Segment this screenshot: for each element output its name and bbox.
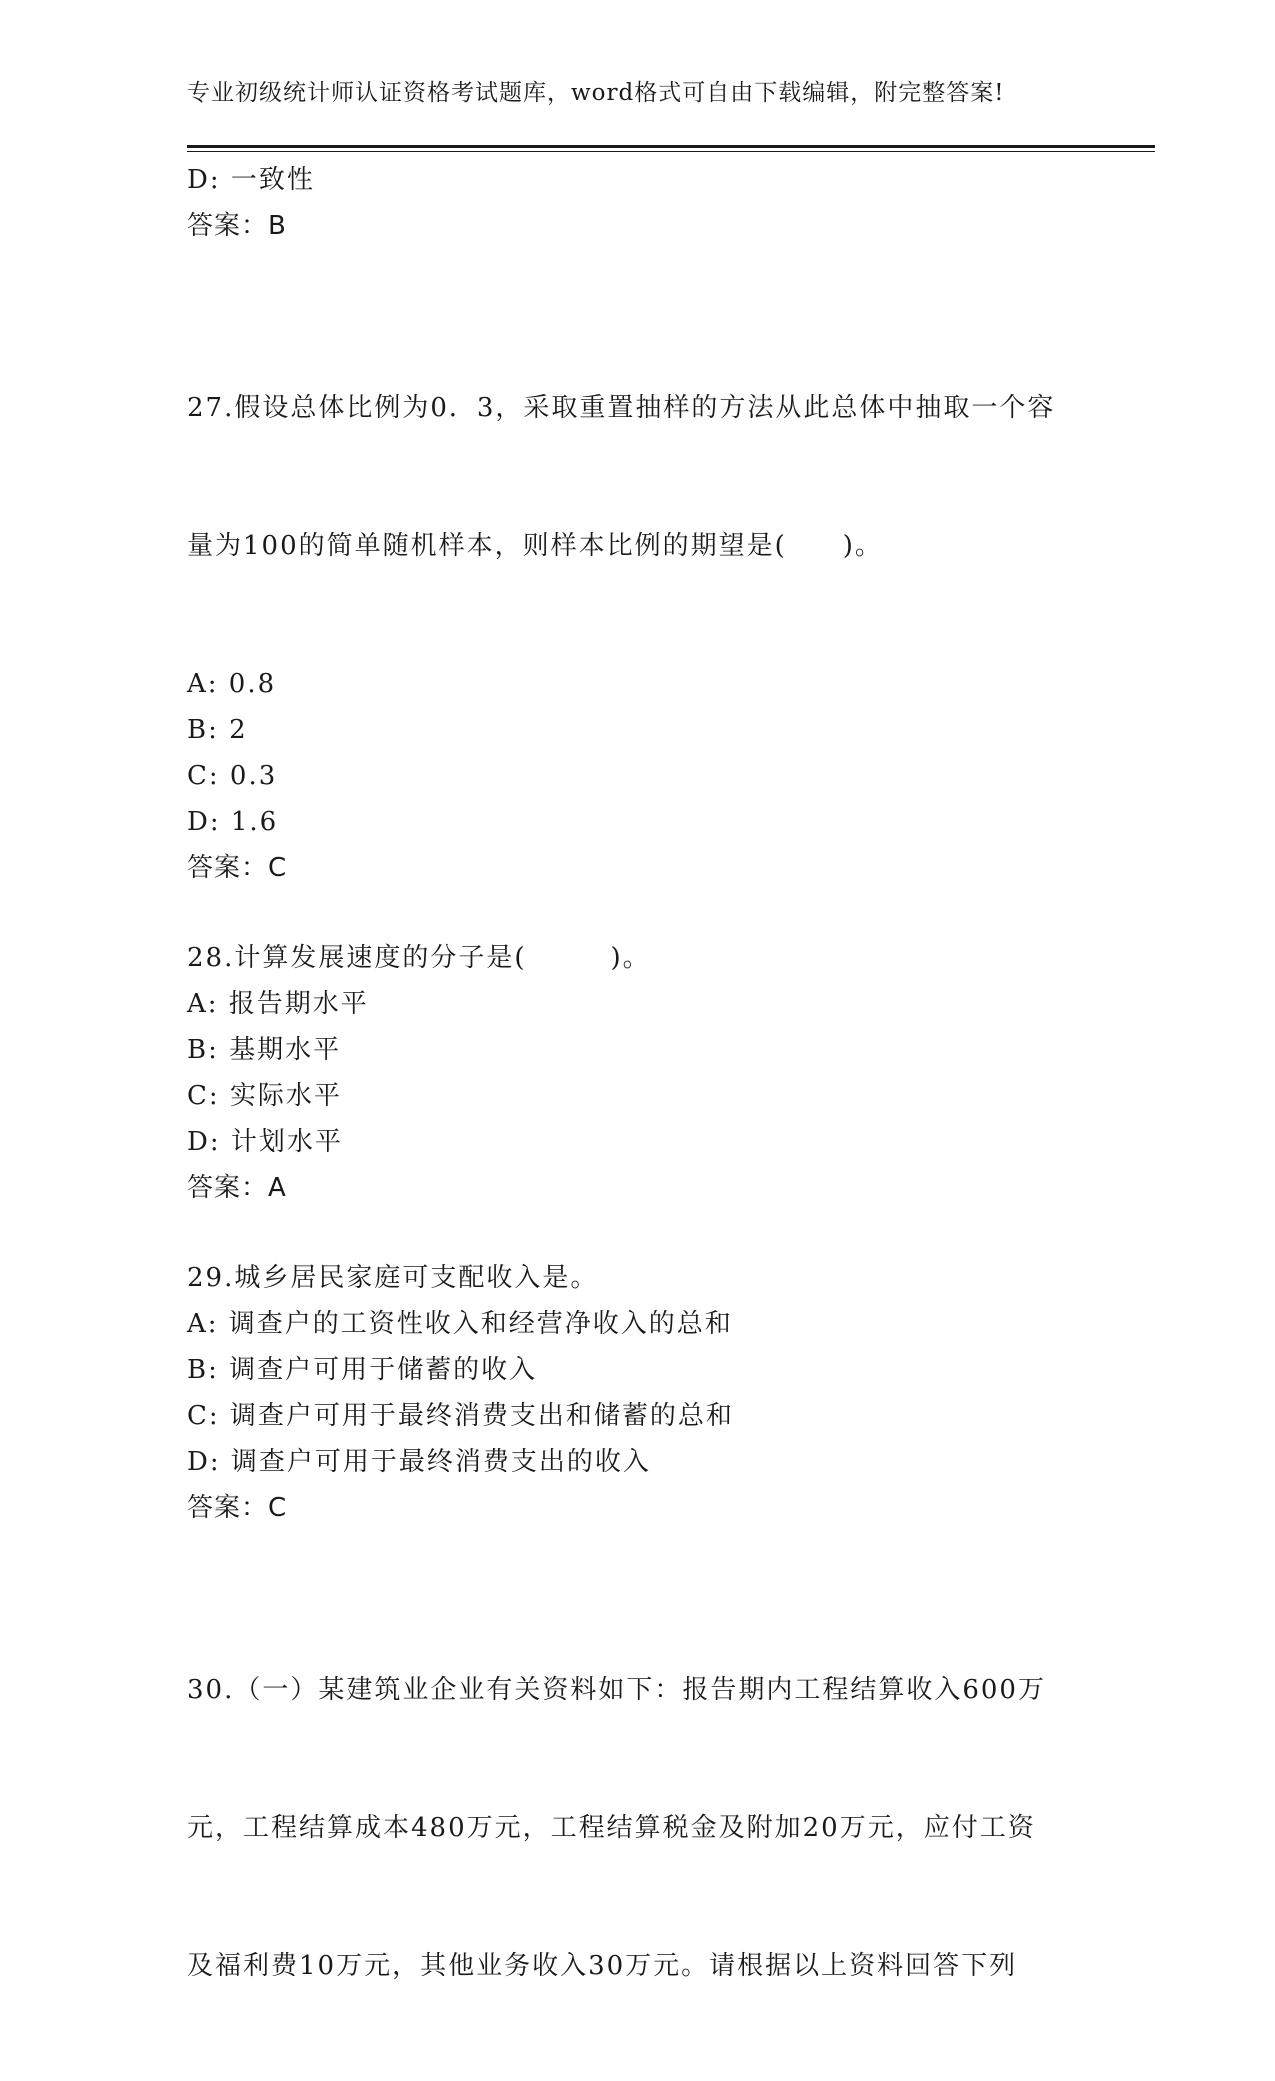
question-30-stem-line-2: 元，工程结算成本480万元，工程结算税金及附加20万元，应付工资 (187, 1813, 1036, 1843)
question-27-answer: 答案：C (187, 853, 288, 883)
question-27-option-b: B: 2 (187, 715, 248, 745)
question-30-stem-line-3: 及福利费10万元，其他业务收入30万元。请根据以上资料回答下列 (187, 1951, 1018, 1981)
question-27-stem-line-1: 27.假设总体比例为0．3，采取重置抽样的方法从此总体中抽取一个容 (187, 393, 1056, 423)
question-29-option-d: D: 调查户可用于最终消费支出的收入 (187, 1447, 651, 1477)
question-29-option-c: C: 调查户可用于最终消费支出和储蓄的总和 (187, 1401, 734, 1431)
question-29-option-b: B: 调查户可用于储蓄的收入 (187, 1355, 538, 1385)
page-header: 专业初级统计师认证资格考试题库，word格式可自由下载编辑，附完整答案! (187, 80, 1005, 106)
question-28-option-d: D: 计划水平 (187, 1127, 343, 1157)
question-27-option-d: D: 1.6 (187, 807, 279, 837)
prev-option-d: D: 一致性 (187, 165, 315, 195)
question-29-answer: 答案：C (187, 1493, 288, 1523)
question-28-option-b: B: 基期水平 (187, 1035, 342, 1065)
question-30-stem-line-1: 30.（一）某建筑业企业有关资料如下：报告期内工程结算收入600万 (187, 1675, 1046, 1705)
question-list (187, 157, 1087, 2081)
question-27-option-a: A: 0.8 (187, 669, 277, 699)
question-27-option-c: C: 0.3 (187, 761, 278, 791)
question-29-stem: 29.城乡居民家庭可支配收入是。 (187, 1263, 599, 1293)
question-28-option-a: A: 报告期水平 (187, 989, 369, 1019)
question-28-answer: 答案：A (187, 1173, 287, 1203)
header-rule-thin (187, 151, 1155, 152)
header-rule-thick (187, 145, 1155, 148)
question-29-option-a: A: 调查户的工资性收入和经营净收入的总和 (187, 1309, 733, 1339)
question-27-stem (187, 293, 1087, 661)
prev-answer: 答案：B (187, 211, 287, 241)
question-28-option-c: C: 实际水平 (187, 1081, 342, 1111)
question-30-stem (187, 1575, 1087, 2081)
question-27-stem-line-2: 量为100的简单随机样本，则样本比例的期望是( )。 (187, 531, 883, 561)
question-28-stem: 28.计算发展速度的分子是( )。 (187, 943, 651, 973)
